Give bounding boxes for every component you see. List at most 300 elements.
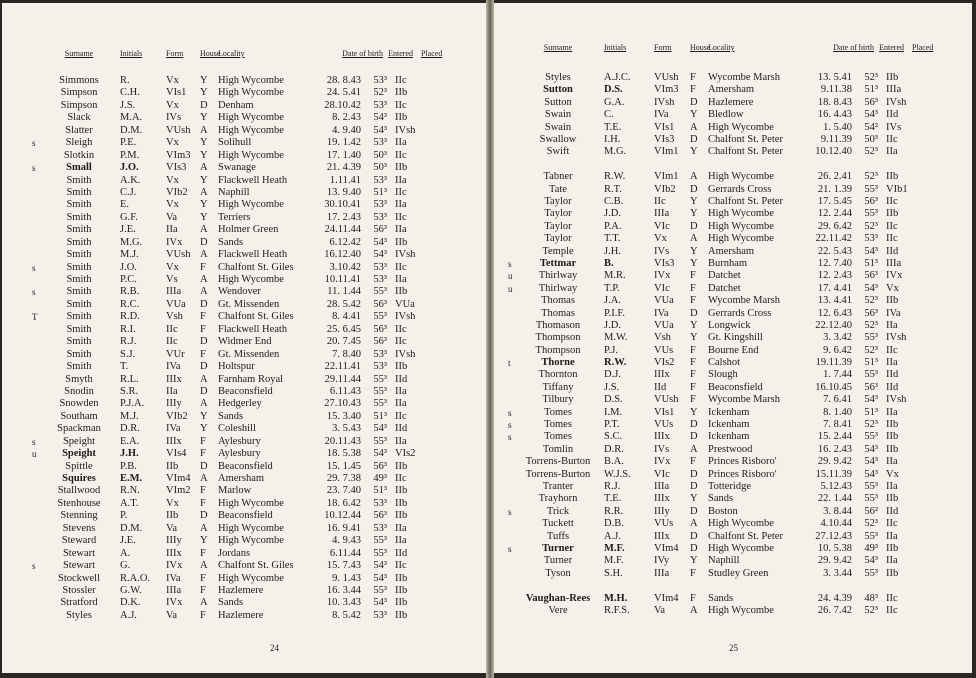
- table-row: [508, 469, 960, 481]
- cell-mark: [508, 97, 518, 109]
- cell-placed: VIb1: [886, 183, 908, 195]
- table-row: [508, 506, 960, 518]
- cell-locality: Amersham: [218, 473, 265, 484]
- cell-dob: 30.10.41: [324, 199, 361, 211]
- cell-surname: Snodin: [64, 385, 94, 397]
- cell-surname: Stallwood: [57, 485, 101, 497]
- cell-dob: 16. 2.43: [817, 443, 852, 455]
- cell-initials: A.K.: [120, 174, 141, 186]
- cell-placed: IIa: [886, 319, 898, 331]
- cell-form: VIc: [654, 468, 670, 480]
- cell-form: IVa: [166, 361, 181, 373]
- cell-locality: Hazlemere: [218, 609, 264, 621]
- cell-surname: Styles: [545, 72, 571, 83]
- cell-mark: [508, 555, 518, 567]
- cell-locality: Jordans: [218, 547, 251, 559]
- cell-surname: Smith: [66, 224, 92, 236]
- cell-entered: 56³: [864, 270, 878, 282]
- cell-surname: Tabner: [543, 171, 573, 183]
- cell-placed: IIa: [886, 146, 898, 158]
- header-initials: Initials: [120, 49, 143, 58]
- table-row: [508, 444, 960, 456]
- cell-surname: Stratford: [60, 597, 98, 609]
- cell-surname: Thomason: [535, 319, 581, 331]
- cell-mark: [32, 274, 42, 286]
- cell-surname: Stewart: [62, 560, 96, 572]
- cell-initials: P.M.: [120, 149, 140, 161]
- cell-initials: G.W.: [120, 584, 142, 596]
- cell-mark: [508, 171, 518, 183]
- cell-dob: 10.12.44: [324, 510, 361, 522]
- cell-locality: High Wycombe: [708, 208, 774, 220]
- cell-mark: T: [32, 312, 38, 323]
- cell-initials: P.E.: [120, 137, 137, 149]
- cell-house: Y: [690, 555, 698, 567]
- cell-mark: [32, 523, 42, 535]
- cell-initials: R.W.: [604, 171, 626, 183]
- cell-form: IVa: [166, 572, 181, 584]
- cell-mark: [508, 568, 518, 580]
- cell-form: VIb2: [166, 186, 188, 198]
- cell-surname: Temple: [542, 245, 574, 257]
- cell-form: IVx: [654, 456, 671, 468]
- cell-surname: Taylor: [544, 220, 572, 232]
- table-row: [32, 523, 474, 535]
- cell-locality: Datchet: [708, 282, 741, 294]
- table-row: [508, 308, 960, 320]
- cell-initials: J.H.: [604, 245, 621, 257]
- cell-locality: Flackwell Heath: [218, 249, 288, 261]
- cell-house: F: [200, 572, 206, 584]
- cell-entered: 52³: [864, 419, 878, 431]
- cell-house: F: [690, 72, 696, 83]
- cell-surname: Snowden: [59, 398, 99, 410]
- cell-locality: Gerrards Cross: [708, 307, 772, 319]
- cell-placed: IIa: [395, 385, 407, 397]
- table-row: [508, 593, 960, 605]
- cell-dob: 18. 5.38: [326, 448, 361, 460]
- cell-form: Vsh: [654, 332, 671, 344]
- cell-surname: Tuckett: [542, 518, 574, 530]
- cell-entered: 53³: [373, 522, 387, 534]
- cell-locality: Datchet: [708, 270, 741, 282]
- cell-form: IIa: [166, 385, 178, 397]
- cell-mark: [508, 320, 518, 332]
- cell-surname: Speight: [62, 448, 96, 460]
- header-entered: Entered: [388, 49, 413, 58]
- cell-surname: Tettmar: [539, 257, 577, 269]
- cell-locality: Sands: [218, 236, 244, 248]
- cell-mark: [32, 374, 42, 386]
- table-row: [32, 187, 474, 199]
- cell-dob: 20.11.43: [324, 435, 361, 447]
- cell-locality: Chalfont St. Peter: [708, 146, 783, 158]
- cell-entered: 55³: [864, 567, 878, 579]
- cell-dob: 29. 6.42: [817, 220, 852, 232]
- book-spine: [486, 0, 494, 678]
- cell-locality: Marlow: [218, 485, 252, 497]
- cell-mark: [32, 187, 42, 199]
- cell-mark: [508, 246, 518, 258]
- table-row: [32, 75, 474, 87]
- cell-placed: IIc: [395, 211, 407, 223]
- cell-dob: 7. 6.41: [823, 394, 852, 406]
- cell-mark: s: [508, 420, 512, 431]
- table-row: [32, 324, 474, 336]
- cell-initials: A.J.C.: [604, 72, 631, 83]
- table-row: [32, 498, 474, 510]
- cell-locality: High Wycombe: [708, 518, 774, 530]
- cell-surname: Steward: [61, 535, 97, 547]
- cell-surname: Smith: [66, 361, 92, 373]
- table-row: [32, 175, 474, 187]
- cell-surname: Thompson: [535, 332, 581, 344]
- cell-mark: s: [508, 258, 512, 269]
- cell-house: D: [200, 99, 208, 111]
- cell-house: A: [200, 186, 208, 198]
- cell-surname: Thorne: [541, 357, 575, 369]
- header-initials: Initials: [604, 43, 627, 52]
- cell-entered: 55³: [373, 398, 387, 410]
- cell-form: Vx: [166, 261, 179, 273]
- cell-house: F: [200, 497, 206, 509]
- cell-form: VIm2: [166, 485, 191, 497]
- cell-dob: 3. 3.44: [823, 567, 852, 579]
- cell-entered: 52³: [864, 295, 878, 307]
- cell-form: Va: [654, 605, 666, 617]
- cell-initials: T.T.: [604, 233, 621, 245]
- cell-entered: 52³: [864, 319, 878, 331]
- table-row: [508, 208, 960, 220]
- table-row: [32, 548, 474, 560]
- cell-initials: J.E.: [120, 535, 136, 547]
- cell-initials: T.P.: [604, 282, 620, 294]
- table-row: [508, 146, 960, 158]
- cell-mark: [32, 324, 42, 336]
- cell-entered: 56³: [864, 196, 878, 208]
- cell-entered: 54²: [864, 121, 878, 133]
- cell-form: IIIy: [166, 535, 182, 547]
- cell-placed: IIb: [886, 431, 899, 443]
- cell-house: F: [690, 567, 696, 579]
- cell-entered: 51³: [864, 406, 878, 418]
- cell-surname: Thomas: [541, 307, 575, 319]
- cell-form: IVa: [654, 307, 669, 319]
- cell-house: D: [690, 505, 698, 517]
- table-row: [32, 573, 474, 585]
- cell-surname: Smith: [66, 249, 92, 261]
- cell-entered: 50³: [373, 162, 387, 174]
- cell-form: VUsh: [166, 124, 191, 136]
- cell-entered: 51³: [373, 410, 387, 422]
- cell-house: A: [200, 224, 208, 236]
- cell-form: IIc: [654, 196, 666, 208]
- cell-initials: P.: [120, 510, 128, 522]
- cell-locality: High Wycombe: [218, 497, 284, 509]
- cell-mark: [32, 212, 42, 224]
- table-row: [508, 555, 960, 567]
- cell-initials: R.A.O.: [120, 572, 151, 584]
- cell-entered: 55³: [864, 530, 878, 542]
- cell-dob: 24.11.44: [324, 224, 361, 236]
- cell-placed: IIb: [395, 87, 408, 99]
- cell-mark: [508, 469, 518, 481]
- cell-dob: 8. 4.41: [332, 311, 361, 323]
- cell-initials: R.J.: [604, 481, 621, 492]
- cell-locality: Chalfont St. Giles: [218, 261, 294, 273]
- cell-form: VUa: [654, 319, 674, 331]
- cell-initials: P.T.: [604, 419, 620, 431]
- cell-form: IIa: [166, 224, 178, 236]
- cell-initials: A.: [120, 547, 131, 559]
- cell-initials: M.F.: [604, 542, 625, 554]
- cell-placed: IIa: [395, 137, 407, 149]
- cell-form: VUa: [166, 298, 186, 310]
- table-row: [32, 436, 474, 448]
- cell-locality: Studley Green: [708, 567, 769, 579]
- cell-entered: 54³: [373, 112, 387, 124]
- cell-placed: IIc: [395, 336, 407, 348]
- cell-surname: Swain: [544, 109, 572, 121]
- cell-form: IIb: [166, 510, 179, 522]
- cell-mark: [508, 146, 518, 158]
- cell-locality: Gt. Missenden: [218, 298, 280, 310]
- column-headers: [32, 49, 474, 58]
- table-row: [508, 345, 960, 357]
- table-row: [508, 246, 960, 258]
- cell-initials: J.S.: [604, 381, 620, 393]
- cell-form: IVy: [654, 555, 670, 567]
- cell-entered: 55³: [864, 369, 878, 381]
- table-row: [32, 336, 474, 348]
- cell-locality: High Wycombe: [218, 75, 284, 86]
- cell-dob: 17. 1.40: [326, 149, 361, 161]
- cell-entered: 54³: [864, 456, 878, 468]
- cell-mark: [508, 493, 518, 505]
- cell-mark: [32, 398, 42, 410]
- cell-house: F: [690, 592, 696, 604]
- cell-entered: 54³: [864, 282, 878, 294]
- table-row: [32, 535, 474, 547]
- cell-surname: Taylor: [544, 233, 572, 245]
- table-row: [32, 610, 474, 622]
- cell-entered: 54³: [373, 448, 387, 460]
- cell-initials: G.F.: [120, 211, 138, 223]
- letter-group: [508, 593, 960, 618]
- cell-locality: High Wycombe: [708, 605, 774, 617]
- cell-house: F: [690, 381, 696, 393]
- cell-locality: Chalfont St. Peter: [708, 196, 783, 208]
- cell-placed: IVsh: [395, 311, 416, 323]
- cell-entered: 56³: [864, 381, 878, 393]
- cell-house: Y: [690, 146, 698, 158]
- cell-initials: G.A.: [604, 96, 625, 108]
- cell-house: D: [200, 460, 208, 472]
- header-house: House: [690, 43, 711, 52]
- cell-initials: R.F.S.: [604, 605, 630, 617]
- cell-form: IIIx: [166, 547, 182, 559]
- cell-locality: Hazlemere: [708, 96, 754, 108]
- cell-locality: High Wycombe: [218, 572, 284, 584]
- cell-form: IIIx: [654, 530, 670, 542]
- cell-mark: s: [32, 262, 36, 273]
- cell-house: A: [200, 398, 208, 410]
- cell-locality: Terriers: [218, 211, 251, 223]
- page-number-right: 25: [729, 643, 738, 653]
- header-placed: Placed: [912, 43, 934, 52]
- cell-form: VIm3: [654, 84, 679, 96]
- cell-placed: IIb: [886, 171, 899, 183]
- cell-placed: IVsh: [395, 249, 416, 261]
- cell-initials: T.: [120, 361, 129, 373]
- cell-initials: P.C.: [120, 274, 137, 285]
- header-locality: Locality: [708, 43, 735, 52]
- cell-dob: 17. 2.43: [326, 211, 361, 223]
- cell-initials: R.R.: [604, 505, 624, 517]
- cell-surname: Thomas: [541, 295, 575, 307]
- cell-entered: 56²: [864, 505, 878, 517]
- cell-dob: 9. 6.42: [823, 344, 852, 356]
- cell-entered: 52³: [864, 146, 878, 158]
- cell-placed: IIb: [395, 460, 408, 472]
- cell-house: F: [200, 448, 206, 460]
- table-row: [32, 448, 474, 460]
- cell-house: F: [200, 323, 206, 335]
- cell-placed: IIc: [886, 605, 898, 617]
- cell-locality: Sands: [708, 493, 734, 505]
- cell-form: VUsh: [654, 72, 679, 83]
- cell-entered: 52³: [864, 518, 878, 530]
- cell-mark: s: [32, 138, 36, 149]
- cell-house: D: [690, 183, 698, 195]
- table-row: [32, 299, 474, 311]
- cell-form: Va: [166, 609, 178, 621]
- table-row: [508, 295, 960, 307]
- cell-initials: R.B.: [120, 286, 140, 298]
- cell-dob: 18. 8.43: [817, 96, 852, 108]
- cell-initials: R.J.: [120, 336, 137, 348]
- cell-mark: [32, 87, 42, 99]
- table-row: [508, 605, 960, 617]
- cell-dob: 1. 5.40: [823, 121, 852, 133]
- table-row: [32, 361, 474, 373]
- table-row: [32, 386, 474, 398]
- cell-dob: 13. 9.40: [326, 186, 361, 198]
- cell-surname: Smith: [66, 261, 92, 273]
- cell-mark: [508, 593, 518, 605]
- cell-house: Y: [200, 535, 208, 547]
- cell-surname: Tuffs: [546, 530, 570, 542]
- cell-form: IVsh: [654, 96, 675, 108]
- cell-locality: High Wycombe: [708, 233, 774, 245]
- cell-placed: IIb: [395, 236, 408, 248]
- cell-placed: IVsh: [886, 332, 907, 344]
- cell-entered: 54³: [373, 597, 387, 609]
- cell-entered: 55³: [373, 385, 387, 397]
- cell-placed: IIIa: [886, 257, 902, 269]
- cell-dob: 16. 3.44: [326, 584, 361, 596]
- cell-form: VIb2: [166, 410, 188, 422]
- cell-placed: IVa: [886, 307, 901, 319]
- cell-house: D: [200, 236, 208, 248]
- cell-dob: 3.10.42: [329, 261, 361, 273]
- table-row: [32, 150, 474, 162]
- cell-form: VUsh: [166, 249, 191, 261]
- cell-placed: IIa: [886, 456, 898, 468]
- cell-house: Y: [690, 493, 698, 505]
- cell-dob: 18. 6.42: [326, 497, 361, 509]
- cell-initials: I.H.: [604, 133, 621, 145]
- cell-initials: D.B.: [604, 518, 624, 530]
- cell-surname: Tomes: [544, 419, 572, 431]
- cell-house: Y: [200, 75, 208, 86]
- table-row: [32, 597, 474, 609]
- cell-house: F: [690, 357, 696, 369]
- cell-locality: Amersham: [708, 84, 755, 96]
- cell-form: IVa: [654, 109, 669, 121]
- cell-form: VIs3: [654, 133, 675, 145]
- cell-form: VIm4: [654, 542, 679, 554]
- right-register-list: [508, 72, 960, 617]
- cell-dob: 23. 7.40: [326, 485, 361, 497]
- table-row: [32, 411, 474, 423]
- cell-house: F: [690, 295, 696, 307]
- cell-mark: [32, 510, 42, 522]
- cell-locality: High Wycombe: [218, 124, 284, 136]
- cell-surname: Torrens-Burton: [525, 468, 591, 480]
- cell-entered: 50³: [864, 133, 878, 145]
- cell-mark: [508, 345, 518, 357]
- cell-surname: Tomes: [544, 406, 572, 418]
- cell-initials: J.H.: [120, 448, 139, 460]
- cell-dob: 6.11.44: [329, 547, 361, 559]
- cell-form: VIm1: [654, 146, 679, 158]
- cell-initials: P.A.: [604, 220, 622, 232]
- cell-placed: IIc: [395, 261, 407, 273]
- cell-mark: s: [508, 506, 512, 517]
- cell-initials: I.M.: [604, 406, 623, 418]
- cell-initials: M.F.: [604, 555, 624, 567]
- cell-locality: High Wycombe: [218, 274, 284, 285]
- table-row: [32, 274, 474, 286]
- cell-entered: 49³: [373, 473, 387, 484]
- cell-form: IIb: [166, 460, 179, 472]
- cell-mark: [32, 573, 42, 585]
- cell-placed: IIb: [395, 361, 408, 373]
- table-row: [508, 531, 960, 543]
- cell-placed: IIc: [886, 518, 898, 530]
- cell-dob: 24. 4.39: [817, 592, 852, 604]
- table-row: [32, 125, 474, 137]
- cell-surname: Turner: [543, 555, 573, 567]
- cell-locality: Beaconsfield: [708, 381, 763, 393]
- table-row: [508, 518, 960, 530]
- cell-mark: [32, 597, 42, 609]
- cell-surname: Tiffany: [542, 381, 574, 393]
- cell-placed: IIc: [886, 233, 898, 245]
- cell-entered: 51³: [373, 186, 387, 198]
- cell-locality: Wycombe Marsh: [708, 295, 780, 307]
- cell-dob: 28.10.42: [324, 99, 361, 111]
- cell-mark: [508, 456, 518, 468]
- cell-dob: 3. 8.44: [823, 505, 852, 517]
- cell-initials: T.E.: [604, 493, 622, 505]
- cell-mark: [508, 382, 518, 394]
- cell-mark: [508, 444, 518, 456]
- cell-placed: IIc: [395, 410, 407, 422]
- table-row: [508, 493, 960, 505]
- cell-locality: Beaconsfield: [218, 460, 273, 472]
